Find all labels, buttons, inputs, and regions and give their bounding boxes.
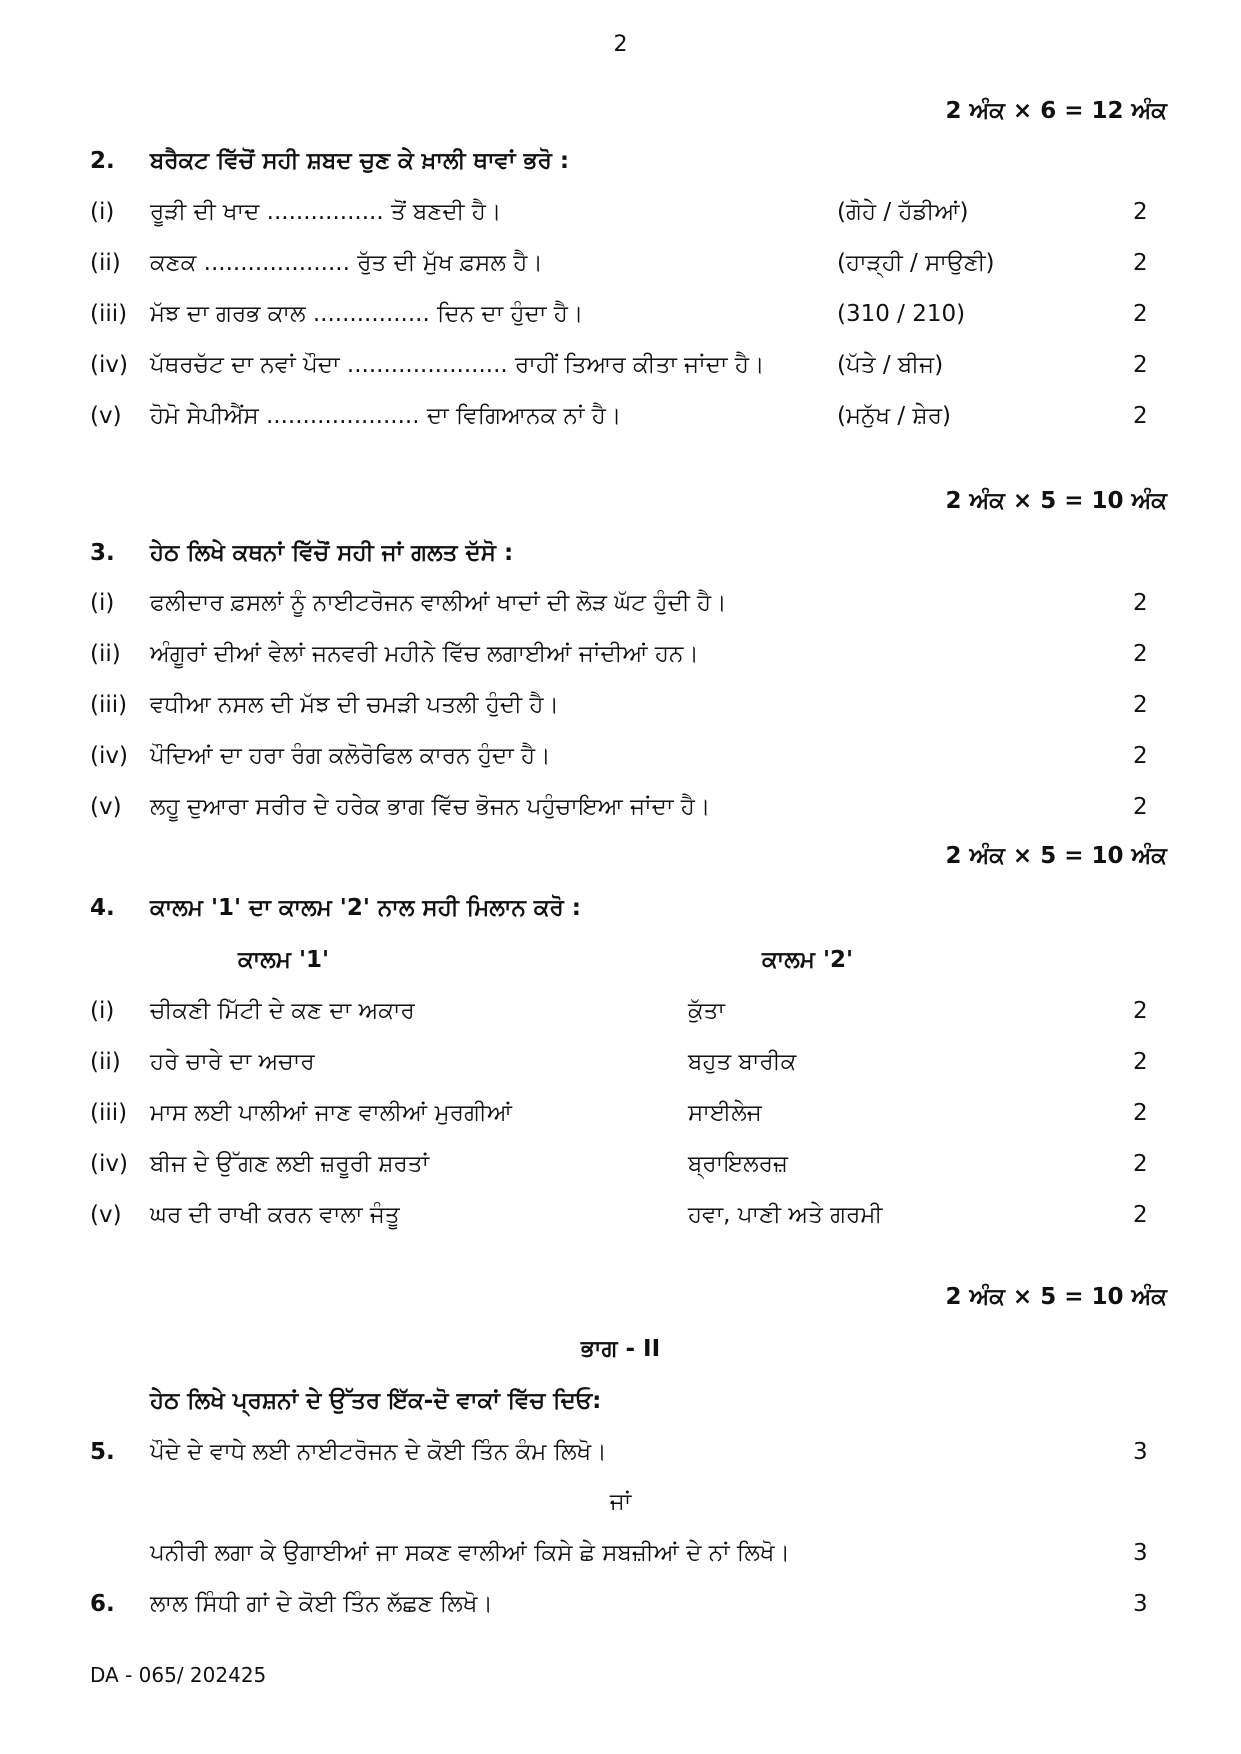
q2-marks-header: 2 ਅੰਕ × 6 = 12 ਅੰਕ <box>945 98 1167 124</box>
col2-text: ਬ੍ਰਾਇਲਰਜ਼ <box>688 1151 788 1177</box>
item-text: ਫਲੀਦਾਰ ਫ਼ਸਲਾਂ ਨੂੰ ਨਾਈਟਰੋਜਨ ਵਾਲੀਆਂ ਖਾਦਾਂ ਦੀ ਲੋੜ ਘੱਟ ਹੁੰਦੀ ਹੈ। <box>150 590 727 616</box>
part2-instruction: ਹੇਠ ਲਿਖੇ ਪ੍ਰਸ਼ਨਾਂ ਦੇ ਉੱਤਰ ਇੱਕ-ਦੋ ਵਾਕਾਂ ਵਿੱਚ ਦਿਓ: <box>150 1388 602 1414</box>
item-number: (iii) <box>90 301 128 327</box>
item-marks: 2 <box>1133 1151 1148 1177</box>
item-marks: 2 <box>1133 692 1148 718</box>
part2-title: ਭਾਗ - II <box>580 1336 661 1362</box>
col1-text: ਹਰੇ ਚਾਰੇ ਦਾ ਅਚਾਰ <box>150 1049 315 1075</box>
q4-marks-header: 2 ਅੰਕ × 5 = 10 ਅੰਕ <box>945 843 1167 869</box>
footer-code: DA - 065/ 202425 <box>90 1663 267 1687</box>
item-number: (iii) <box>90 692 128 718</box>
page-number: 2 <box>613 32 628 57</box>
or-label: ਜਾਂ <box>609 1489 632 1515</box>
q6-text: ਲਾਲ ਸਿੰਧੀ ਗਾਂ ਦੇ ਕੋਈ ਤਿੰਨ ਲੱਛਣ ਲਿਖੋ। <box>150 1591 493 1617</box>
col1-text: ਘਰ ਦੀ ਰਾਖੀ ਕਰਨ ਵਾਲਾ ਜੰਤੂ <box>150 1202 400 1228</box>
q5-number: 5. <box>90 1439 115 1465</box>
item-marks: 2 <box>1133 1202 1148 1228</box>
item-number: (v) <box>90 794 122 820</box>
col1-text: ਚੀਕਣੀ ਮਿੱਟੀ ਦੇ ਕਣ ਦਾ ਅਕਾਰ <box>150 998 415 1024</box>
item-text: ਅੰਗੂਰਾਂ ਦੀਆਂ ਵੇਲਾਂ ਜਨਵਰੀ ਮਹੀਨੇ ਵਿੱਚ ਲਗਾਈਆਂ ਜਾਂਦੀਆਂ ਹਨ। <box>150 641 699 667</box>
item-text: ਹੋਮੋ ਸੇਪੀਐਂਸ ..................... ਦਾ ਵਿਗਿਆਨਕ ਨਾਂ ਹੈ। <box>150 403 622 429</box>
q4-number: 4. <box>90 895 115 921</box>
item-marks: 2 <box>1133 250 1148 276</box>
item-number: (iv) <box>90 352 128 378</box>
col2-text: ਸਾਈਲੇਜ <box>688 1100 762 1126</box>
item-marks: 2 <box>1133 301 1148 327</box>
item-number: (iv) <box>90 1151 128 1177</box>
item-marks: 2 <box>1133 1049 1148 1075</box>
item-marks: 2 <box>1133 641 1148 667</box>
item-number: (ii) <box>90 250 121 276</box>
col2-text: ਹਵਾ, ਪਾਣੀ ਅਤੇ ਗਰਮੀ <box>688 1202 883 1228</box>
item-marks: 2 <box>1133 352 1148 378</box>
item-options: (ਗੋਹੇ / ਹੱਡੀਆਂ) <box>837 199 969 225</box>
item-text: ਵਧੀਆ ਨਸਲ ਦੀ ਮੱਝ ਦੀ ਚਮੜੀ ਪਤਲੀ ਹੁੰਦੀ ਹੈ। <box>150 692 559 718</box>
item-marks: 2 <box>1133 590 1148 616</box>
col1-text: ਮਾਸ ਲਈ ਪਾਲੀਆਂ ਜਾਣ ਵਾਲੀਆਂ ਮੁਰਗੀਆਂ <box>150 1100 512 1126</box>
item-options: (ਪੱਤੇ / ਬੀਜ) <box>837 352 944 378</box>
item-number: (iii) <box>90 1100 128 1126</box>
item-marks: 2 <box>1133 199 1148 225</box>
q6-marks: 3 <box>1133 1591 1148 1617</box>
item-options: (ਮਨੁੱਖ / ਸ਼ੇਰ) <box>837 403 951 429</box>
col2-text: ਕੁੱਤਾ <box>688 998 725 1024</box>
part2-marks-header: 2 ਅੰਕ × 5 = 10 ਅੰਕ <box>945 1284 1167 1310</box>
item-marks: 2 <box>1133 403 1148 429</box>
q4-heading: ਕਾਲਮ '1' ਦਾ ਕਾਲਮ '2' ਨਾਲ ਸਹੀ ਮਿਲਾਨ ਕਰੋ : <box>150 895 581 921</box>
q6-number: 6. <box>90 1591 115 1617</box>
q5-text: ਪੌਦੇ ਦੇ ਵਾਧੇ ਲਈ ਨਾਈਟਰੋਜਨ ਦੇ ਕੋਈ ਤਿੰਨ ਕੰਮ ਲਿਖੋ। <box>150 1439 607 1465</box>
item-number: (ii) <box>90 641 121 667</box>
item-marks: 2 <box>1133 1100 1148 1126</box>
item-marks: 2 <box>1133 998 1148 1024</box>
item-text: ਕਣਕ .................... ਰੁੱਤ ਦੀ ਮੁੱਖ ਫ਼ਸਲ ਹੈ। <box>150 250 543 276</box>
q5-marks: 3 <box>1133 1439 1148 1465</box>
item-text: ਪੱਥਰਚੱਟ ਦਾ ਨਵਾਂ ਪੌਦਾ ...................... ਰਾਹੀਂ ਤਿਆਰ ਕੀਤਾ ਜਾਂਦਾ ਹੈ। <box>150 352 765 378</box>
q2-heading: ਬਰੈਕਟ ਵਿੱਚੋਂ ਸਹੀ ਸ਼ਬਦ ਚੁਣ ਕੇ ਖ਼ਾਲੀ ਥਾਵਾਂ ਭਰੋ : <box>150 148 570 174</box>
item-number: (v) <box>90 403 122 429</box>
item-number: (iv) <box>90 743 128 769</box>
item-options: (ਹਾੜ੍ਹੀ / ਸਾਉਣੀ) <box>837 250 995 276</box>
q3-heading: ਹੇਠ ਲਿਖੇ ਕਥਨਾਂ ਵਿੱਚੋਂ ਸਹੀ ਜਾਂ ਗਲਤ ਦੱਸੋ : <box>150 540 514 566</box>
item-marks: 2 <box>1133 743 1148 769</box>
item-options: (310 / 210) <box>837 301 966 327</box>
item-number: (i) <box>90 199 115 225</box>
col2-text: ਬਹੁਤ ਬਾਰੀਕ <box>688 1049 797 1075</box>
q5-alt-marks: 3 <box>1133 1540 1148 1566</box>
col1-text: ਬੀਜ ਦੇ ਉੱਗਣ ਲਈ ਜ਼ਰੂਰੀ ਸ਼ਰਤਾਂ <box>150 1151 430 1177</box>
item-number: (ii) <box>90 1049 121 1075</box>
item-text: ਲਹੂ ਦੁਆਰਾ ਸਰੀਰ ਦੇ ਹਰੇਕ ਭਾਗ ਵਿੱਚ ਭੋਜਨ ਪਹੁੰਚਾਇਆ ਜਾਂਦਾ ਹੈ। <box>150 794 711 820</box>
item-number: (i) <box>90 590 115 616</box>
col2-header: ਕਾਲਮ '2' <box>762 947 854 973</box>
item-marks: 2 <box>1133 794 1148 820</box>
item-text: ਪੌਦਿਆਂ ਦਾ ਹਰਾ ਰੰਗ ਕਲੋਰੋਫਿਲ ਕਾਰਨ ਹੁੰਦਾ ਹੈ। <box>150 743 551 769</box>
q3-number: 3. <box>90 540 115 566</box>
q5-alt-text: ਪਨੀਰੀ ਲਗਾ ਕੇ ਉਗਾਈਆਂ ਜਾ ਸਕਣ ਵਾਲੀਆਂ ਕਿਸੇ ਛੇ ਸਬਜ਼ੀਆਂ ਦੇ ਨਾਂ ਲਿਖੋ। <box>150 1540 790 1566</box>
item-text: ਮੱਝ ਦਾ ਗਰਭ ਕਾਲ ................ ਦਿਨ ਦਾ ਹੁੰਦਾ ਹੈ। <box>150 301 584 327</box>
item-text: ਰੂੜੀ ਦੀ ਖਾਦ ................ ਤੋਂ ਬਣਦੀ ਹੈ। <box>150 199 502 225</box>
col1-header: ਕਾਲਮ '1' <box>238 947 330 973</box>
item-number: (v) <box>90 1202 122 1228</box>
item-number: (i) <box>90 998 115 1024</box>
q3-marks-header: 2 ਅੰਕ × 5 = 10 ਅੰਕ <box>945 488 1167 514</box>
q2-number: 2. <box>90 148 115 174</box>
